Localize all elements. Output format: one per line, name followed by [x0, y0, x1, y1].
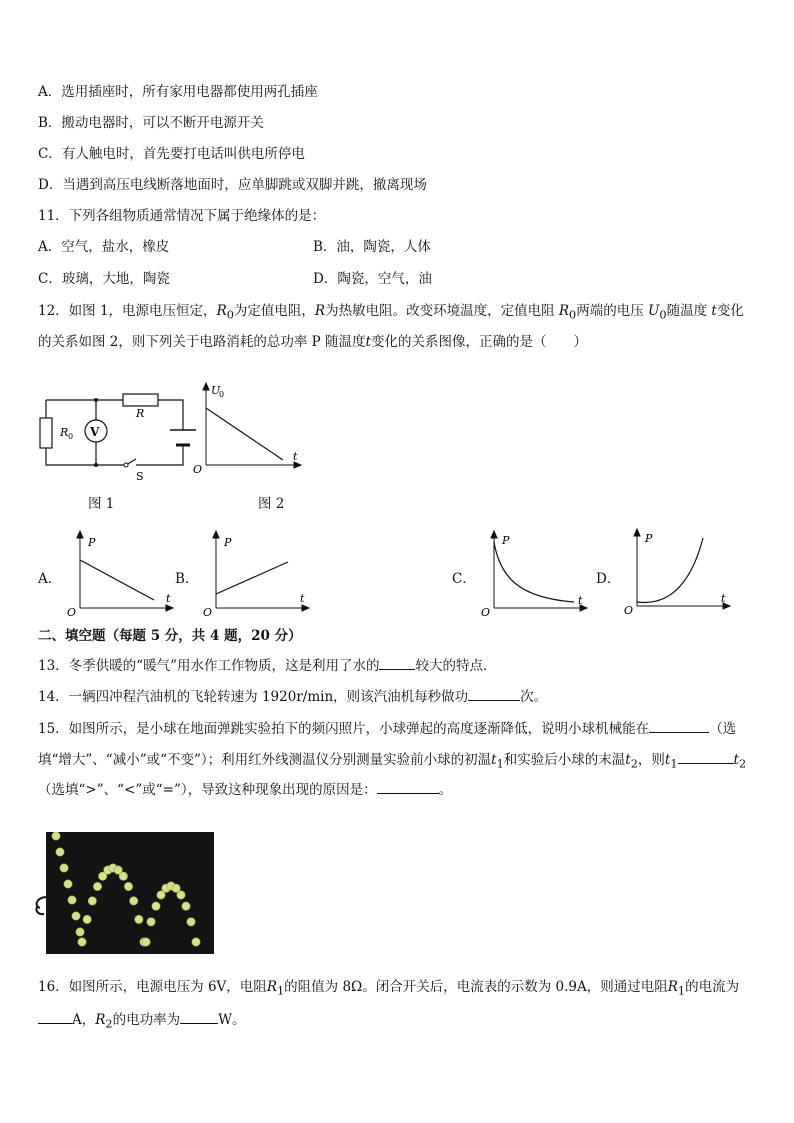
ball-image	[187, 918, 195, 926]
ball-image	[119, 872, 127, 880]
q15-stem-line1: 15．如图所示，是小球在地面弹跳实验拍下的频闪照片，小球弹起的高度逐渐降低，说明小球机械能在 （选	[38, 721, 737, 737]
svg-text:O: O	[67, 606, 77, 618]
ball-image	[52, 832, 60, 840]
ball-image	[78, 938, 86, 946]
ball-image	[147, 918, 155, 926]
bouncing-ball-photo	[46, 832, 214, 954]
switch-label: S	[136, 470, 144, 483]
svg-text:P: P	[645, 532, 653, 545]
q16-blank-1[interactable]	[38, 1010, 72, 1024]
ball-image	[135, 915, 143, 923]
q11-option-d: D．陶瓷，空气，油	[313, 271, 432, 287]
svg-text:P: P	[502, 534, 510, 547]
ball-image	[142, 938, 150, 946]
circuit-diagram-fig1	[38, 385, 198, 485]
svg-text:O: O	[624, 604, 634, 616]
svg-text:t: t	[578, 594, 583, 607]
q16-stem-line2: A，$R_2$的电功率为 W。	[38, 1010, 245, 1034]
svg-text:t: t	[293, 450, 298, 463]
r-label: R	[136, 407, 145, 420]
ball-image	[177, 891, 185, 899]
svg-text:U: U	[211, 384, 221, 397]
q10-option-d: D．当遇到高压电线断落地面时，应单脚跳或双脚并跳，撤离现场	[38, 177, 427, 193]
q16-blank-2[interactable]	[180, 1010, 218, 1024]
svg-text:0: 0	[68, 432, 74, 441]
ball-image	[64, 880, 72, 888]
ball-image	[129, 897, 137, 905]
q12-stem-line2: 的关系如图 2，则下列关于电路消耗的总功率 P 随温度t变化的关系图像，正确的是（ ）	[38, 334, 587, 350]
svg-text:O: O	[193, 463, 203, 475]
q16-stem-line1: 16．如图所示，电源电压为 6V，电阻$R_1$的阻值为 8Ω。闭合开关后，电流表的示数为 0.9A，则通过电阻$R_1$的电流为	[38, 979, 740, 998]
ball-image	[76, 928, 84, 936]
svg-text:0: 0	[219, 390, 225, 399]
q12-option-a-label: A．	[38, 571, 62, 587]
q11-option-a: A．空气，盐水，橡皮	[38, 239, 170, 255]
ball-image	[88, 897, 96, 905]
ball-image	[56, 848, 64, 856]
svg-text:P: P	[88, 536, 96, 549]
q10-option-a: A．选用插座时，所有家用电器都使用两孔插座	[38, 84, 318, 100]
q14-stem: 14．一辆四冲程汽油机的飞轮转速为 1920r/min，则该汽油机每秒做功 次。	[38, 689, 548, 705]
q10-option-b: B．搬动电器时，可以不断开电源开关	[38, 115, 264, 131]
ball-image	[152, 902, 160, 910]
svg-text:t: t	[300, 592, 305, 605]
svg-text:P: P	[224, 536, 232, 549]
q13-stem: 13．冬季供暖的“暖气”用水作工作物质，这是利用了水的 较大的特点．	[38, 658, 497, 674]
q12-stem-line1: 12．如图 1，电源电压恒定，$R_0$为定值电阻，R为热敏电阻。改变环境温度，定值电阻 $R_0$两端的电压 $U_0$随温度 t变化	[38, 303, 744, 322]
fig2-caption: 图 2	[258, 496, 285, 512]
q11-option-b: B．油，陶瓷，人体	[313, 239, 431, 255]
r-symbol: R	[314, 303, 326, 319]
section2-heading: 二、填空题（每题 5 分，共 4 题，20 分）	[38, 628, 302, 644]
q11-stem: 11．下列各组物质通常情况下属于绝缘体的是：	[38, 208, 326, 224]
q12-option-b-label: B．	[175, 571, 199, 587]
ball-image	[192, 938, 200, 946]
q15-blank-3[interactable]	[377, 780, 439, 794]
r0-label: R	[60, 426, 69, 439]
q10-option-c: C．有人触电时，首先要打电话叫供电所停电	[38, 146, 305, 162]
resistor-r	[123, 394, 158, 406]
graph-option-a	[64, 530, 176, 618]
svg-text:t: t	[166, 592, 171, 605]
ball-image	[72, 912, 80, 920]
ball-image	[83, 915, 91, 923]
r0-symbol: R	[216, 303, 227, 319]
q12-option-d-label: D．	[596, 571, 621, 587]
q12-option-c-label: C．	[452, 571, 476, 587]
resistor-r0	[40, 418, 52, 448]
voltmeter-label: V	[90, 425, 100, 439]
ball-image	[182, 902, 190, 910]
q14-blank[interactable]	[468, 687, 520, 701]
svg-text:O: O	[203, 606, 213, 618]
graph-option-c	[478, 530, 590, 618]
ball-image	[93, 882, 101, 890]
u0-line	[206, 408, 283, 460]
q11-option-c: C．玻璃，大地，陶瓷	[38, 271, 170, 287]
svg-text:t: t	[721, 592, 726, 605]
photo-edge-mark	[32, 894, 48, 918]
ball-image	[68, 896, 76, 904]
ball-image	[124, 882, 132, 890]
graph-option-b	[200, 530, 312, 618]
q15-stem-line3: （选填“>”、“<”或“=”），导致这种现象出现的原因是： 。	[38, 782, 453, 798]
q15-blank-2[interactable]	[678, 750, 734, 764]
ball-image	[60, 864, 68, 872]
graph-option-d	[621, 528, 733, 616]
fig1-caption: 图 1	[88, 496, 115, 512]
q15-stem-line2: 填“增大”、“减小”或“不变”）；利用红外线测温仪分别测量实验前小球的初温$t_1$和实验后小球的末温$t_2$，则$t_1$ $t_2$	[38, 752, 747, 771]
q15-blank-1[interactable]	[649, 719, 709, 733]
q13-blank[interactable]	[379, 656, 415, 670]
svg-text:O: O	[481, 606, 491, 618]
graph-u0-vs-t	[190, 380, 305, 475]
